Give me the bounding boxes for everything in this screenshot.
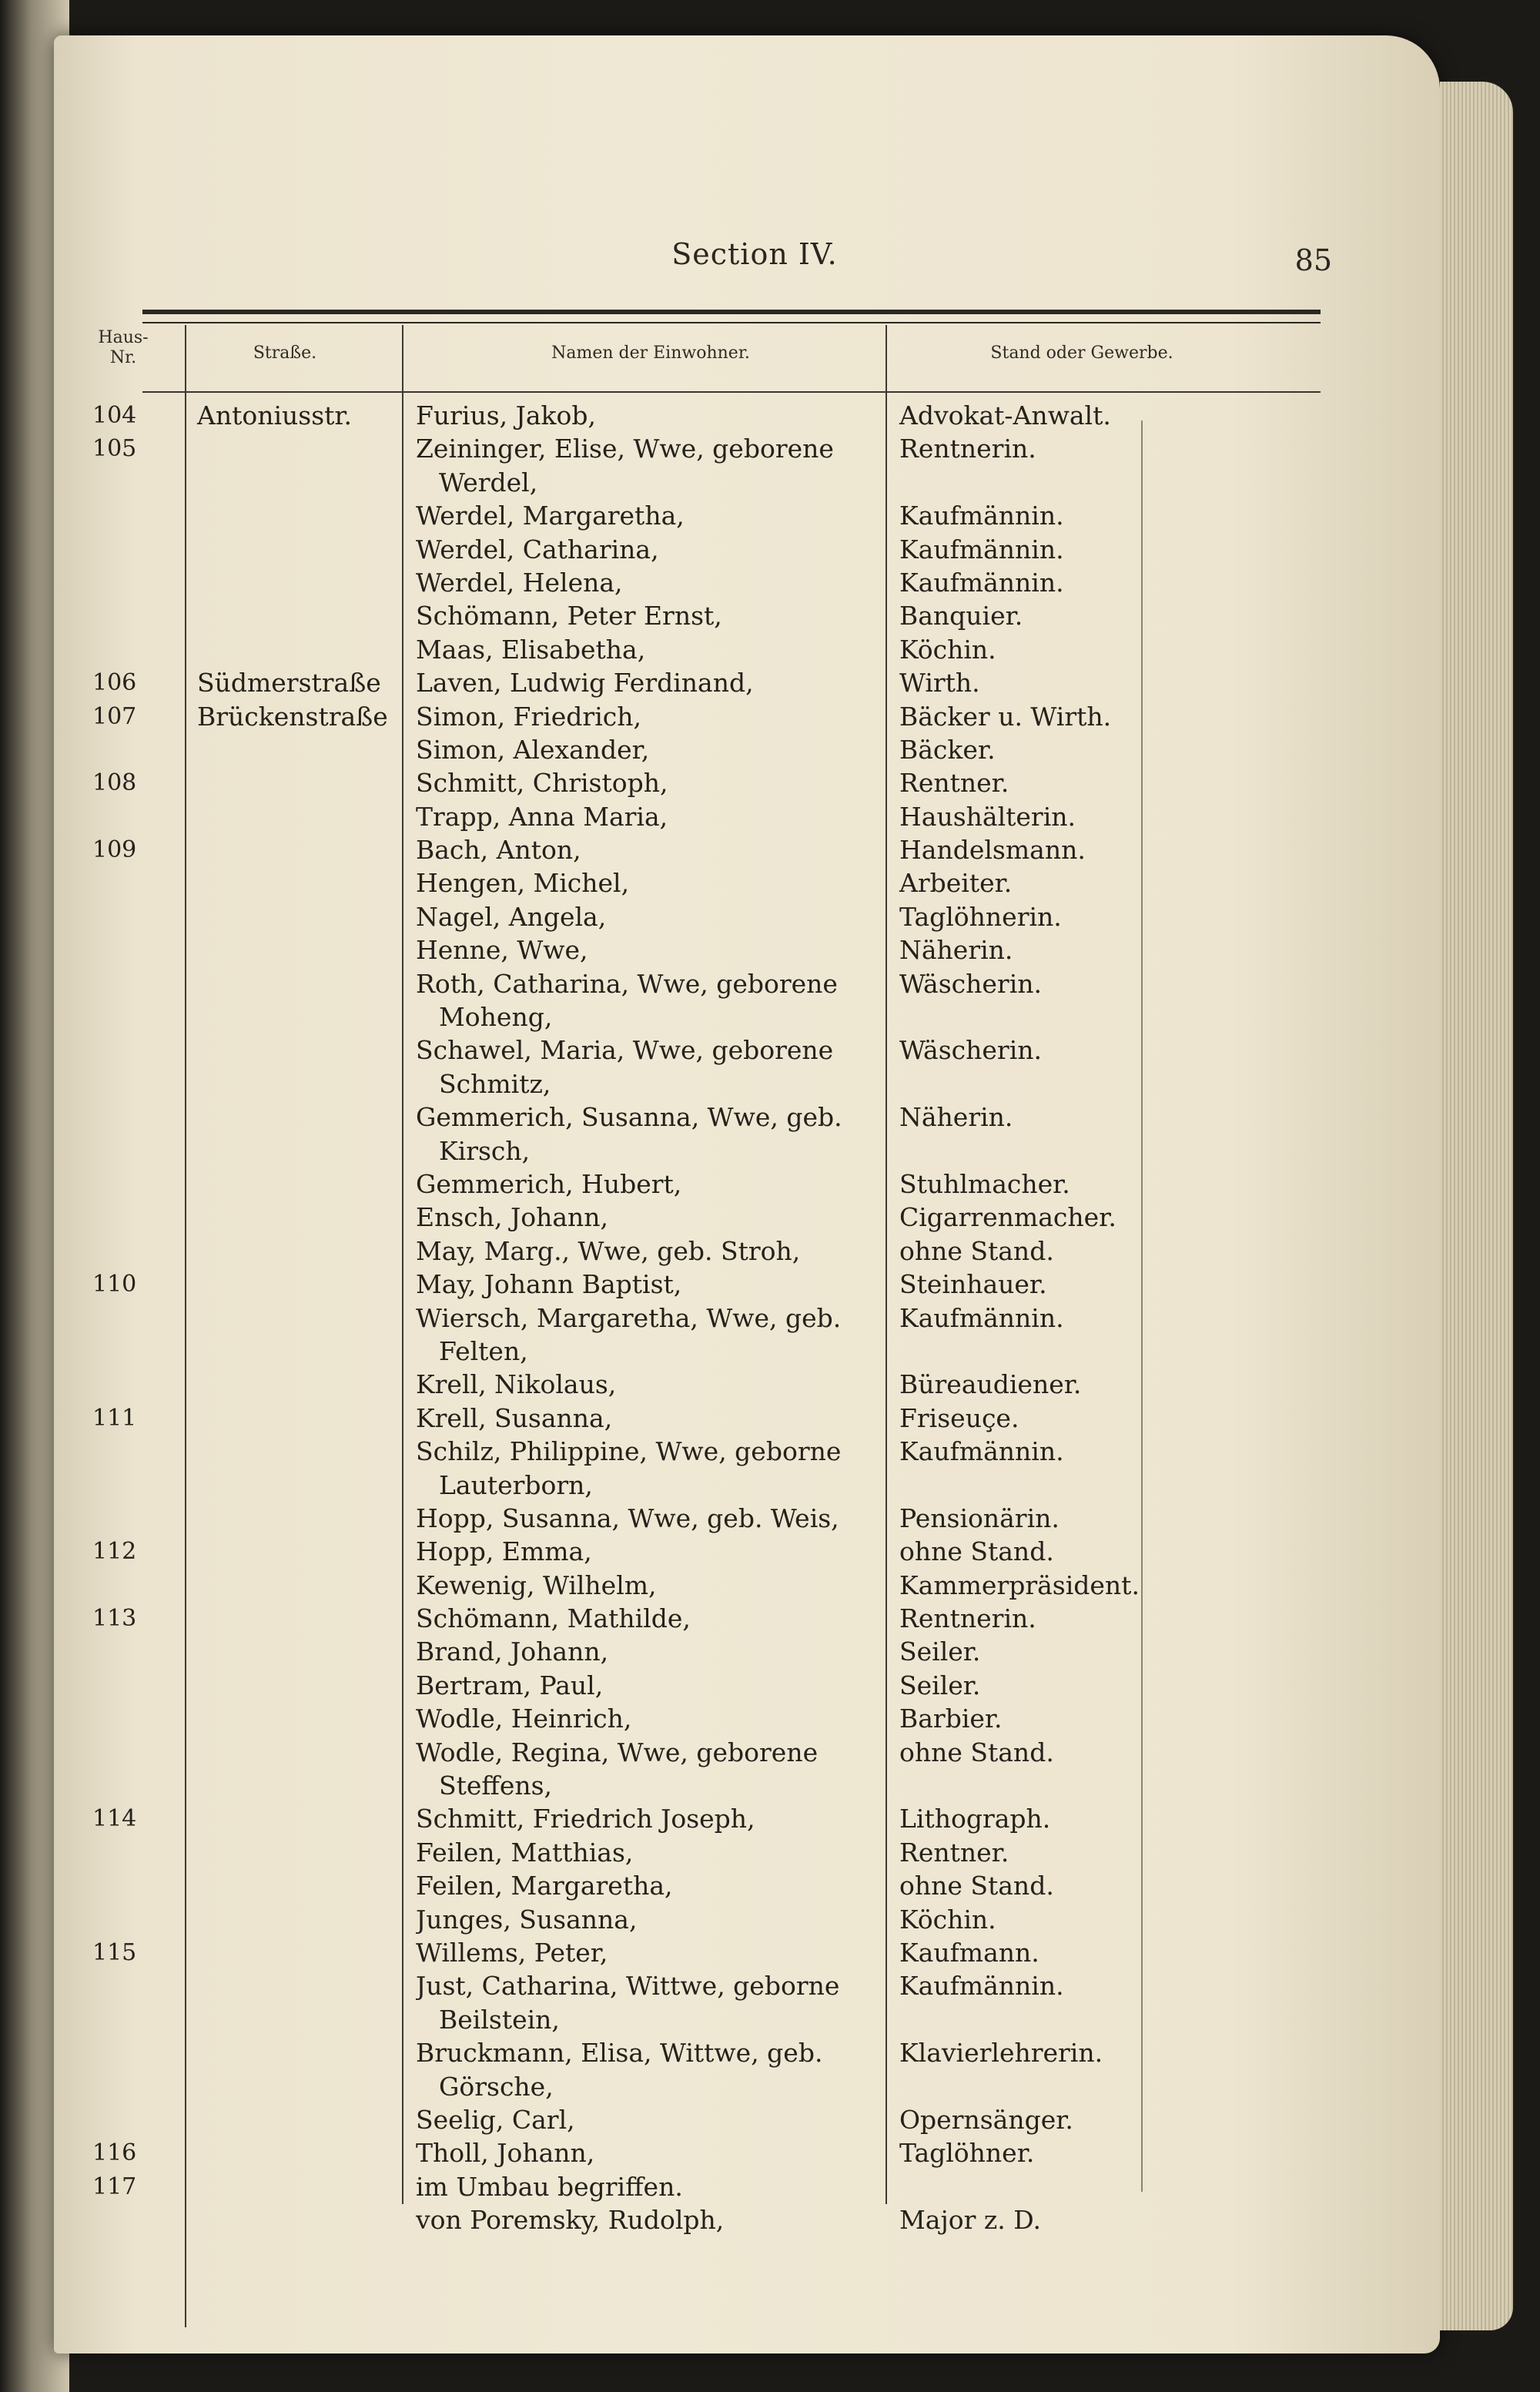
table-row (54, 2036, 1440, 2069)
house-number: 110 (92, 1271, 137, 1298)
column-header-trade: Stand oder Gewerbe. (990, 343, 1173, 363)
occupation: Haushälterin. (899, 801, 1076, 832)
table-row (54, 1402, 1440, 1435)
occupation: Kaufmännin. (899, 1302, 1064, 1333)
resident-name: Ensch, Johann, (416, 1202, 609, 1233)
resident-name: Schmitz, (439, 1068, 551, 1099)
table-row (54, 833, 1440, 866)
table-row (54, 1802, 1440, 1835)
resident-name: Bach, Anton, (416, 835, 581, 866)
occupation: Kaufmännin. (899, 567, 1064, 598)
occupation: Näherin. (899, 935, 1013, 966)
table-row (54, 633, 1440, 666)
occupation: Rentner. (899, 1837, 1009, 1868)
resident-name: Simon, Friedrich, (416, 701, 641, 732)
table-row (54, 2070, 1440, 2103)
house-number: 117 (92, 2173, 137, 2200)
house-number: 106 (92, 669, 137, 697)
resident-name: Görsche, (439, 2071, 554, 2102)
occupation: ohne Stand. (899, 1737, 1054, 1767)
table-row (54, 2136, 1440, 2169)
occupation: Banquier. (899, 601, 1023, 632)
occupation: Advokat-Anwalt. (899, 400, 1111, 430)
table-row (54, 499, 1440, 532)
column-header-rule (142, 391, 1321, 393)
occupation: Pensionärin. (899, 1503, 1060, 1533)
table-row (54, 599, 1440, 632)
table-row (54, 2103, 1440, 2136)
occupation: Barbier. (899, 1704, 1003, 1734)
resident-name: Feilen, Margaretha, (416, 1871, 673, 1901)
table-row (54, 1368, 1440, 1401)
resident-name: May, Marg., Wwe, geb. Stroh, (416, 1235, 801, 1266)
resident-name: Henne, Wwe, (416, 935, 588, 966)
table-row (54, 967, 1440, 1000)
occupation: Lithograph. (899, 1804, 1051, 1834)
occupation: Büreaudiener. (899, 1369, 1082, 1400)
column-header-residents: Namen der Einwohner. (551, 343, 750, 363)
table-row (54, 800, 1440, 833)
occupation: Opernsänger. (899, 2104, 1073, 2135)
resident-name: Simon, Alexander, (416, 734, 650, 765)
table-row (54, 766, 1440, 799)
house-number: 111 (92, 1404, 137, 1432)
occupation: Taglöhner. (899, 2138, 1035, 2169)
resident-name: Schilz, Philippine, Wwe, geborne (416, 1436, 842, 1467)
resident-name: Schömann, Mathilde, (416, 1603, 691, 1634)
occupation: Kaufmann. (899, 1937, 1040, 1968)
resident-name: Hopp, Emma, (416, 1536, 592, 1567)
house-number: 113 (92, 1605, 137, 1633)
occupation: Rentner. (899, 768, 1009, 799)
table-row (54, 666, 1440, 699)
header-rule-thick (142, 310, 1321, 314)
resident-name: Gemmerich, Hubert, (416, 1168, 682, 1199)
occupation: Friseuçe. (899, 1402, 1019, 1433)
page-title: Section IV. (671, 237, 838, 271)
column-header-house-nr: Haus- Nr. (98, 328, 149, 367)
occupation: Kaufmännin. (899, 1971, 1064, 2002)
table-row (54, 1302, 1440, 1335)
resident-name: Feilen, Matthias, (416, 1837, 634, 1868)
table-row (54, 432, 1440, 465)
table-row (54, 533, 1440, 566)
table-row (54, 1903, 1440, 1936)
resident-name: Schawel, Maria, Wwe, geborene (416, 1035, 834, 1066)
occupation: Köchin. (899, 634, 996, 665)
table-row (54, 1969, 1440, 2002)
resident-name: Laven, Ludwig Ferdinand, (416, 668, 754, 699)
table-row (54, 866, 1440, 900)
occupation: Seiler. (899, 1670, 981, 1700)
resident-name: Furius, Jakob, (416, 400, 597, 430)
resident-name: Gemmerich, Susanna, Wwe, geb. (416, 1102, 842, 1133)
table-row (54, 566, 1440, 599)
table-row (54, 1101, 1440, 1134)
resident-name: von Poremsky, Rudolph, (416, 2205, 725, 2236)
occupation: Wäscherin. (899, 968, 1042, 999)
table-row (54, 1602, 1440, 1635)
occupation: Major z. D. (899, 2205, 1041, 2236)
table-row (54, 1669, 1440, 1702)
resident-name: Wodle, Heinrich, (416, 1704, 632, 1734)
occupation: Steinhauer. (899, 1269, 1047, 1300)
resident-name: Kirsch, (439, 1135, 531, 1166)
occupation: ohne Stand. (899, 1235, 1054, 1266)
table-row (54, 933, 1440, 967)
table-row (54, 900, 1440, 933)
resident-name: Tholl, Johann, (416, 2138, 595, 2169)
resident-name: Bruckmann, Elisa, Wittwe, geb. (416, 2038, 823, 2069)
house-number: 107 (92, 702, 137, 730)
table-row (54, 1134, 1440, 1168)
house-number: 104 (92, 402, 137, 429)
table-row (54, 1869, 1440, 1902)
resident-name: Werdel, Helena, (416, 567, 623, 598)
page-edge (1440, 82, 1513, 2330)
street-name: Südmerstraße (197, 668, 381, 699)
table-row (54, 1702, 1440, 1735)
house-number: 112 (92, 1538, 137, 1566)
house-number: 116 (92, 2139, 137, 2167)
table-row (54, 1535, 1440, 1568)
occupation: Kaufmännin. (899, 534, 1064, 564)
occupation: Wirth. (899, 668, 980, 699)
table-row (54, 1569, 1440, 1602)
resident-name: Lauterborn, (439, 1469, 593, 1500)
table-row (54, 1435, 1440, 1468)
resident-table (54, 399, 1440, 2236)
resident-name: Junges, Susanna, (416, 1904, 638, 1935)
resident-name: Zeininger, Elise, Wwe, geborene (416, 434, 834, 464)
resident-name: Felten, (439, 1335, 528, 1366)
occupation: ohne Stand. (899, 1536, 1054, 1567)
table-row (54, 1836, 1440, 1869)
occupation: ohne Stand. (899, 1871, 1054, 1901)
table-row (54, 1736, 1440, 1769)
occupation: Seiler. (899, 1637, 981, 1667)
resident-name: Trapp, Anna Maria, (416, 801, 668, 832)
table-row (54, 1034, 1440, 1067)
occupation: Köchin. (899, 1904, 996, 1935)
occupation: Rentnerin. (899, 1603, 1036, 1634)
resident-name: Wodle, Regina, Wwe, geborene (416, 1737, 819, 1767)
table-row (54, 2203, 1440, 2236)
table-row (54, 700, 1440, 733)
house-number: 105 (92, 435, 137, 463)
page-number: 85 (1294, 243, 1332, 277)
house-number: 108 (92, 769, 137, 797)
resident-name: Just, Catharina, Wittwe, geborne (416, 1971, 840, 2002)
table-row (54, 1067, 1440, 1101)
resident-name: Brand, Johann, (416, 1637, 609, 1667)
occupation: Näherin. (899, 1102, 1013, 1133)
occupation: Kammerpräsident. (899, 1570, 1140, 1600)
occupation: Rentnerin. (899, 434, 1036, 464)
occupation: Bäcker. (899, 734, 996, 765)
resident-name: Kewenig, Wilhelm, (416, 1570, 657, 1600)
resident-name: Werdel, (439, 467, 538, 497)
table-row (54, 1635, 1440, 1668)
resident-name: Hopp, Susanna, Wwe, geb. Weis, (416, 1503, 839, 1533)
table-row (54, 1769, 1440, 1802)
street-name: Antoniusstr. (197, 400, 353, 430)
table-row (54, 2170, 1440, 2203)
resident-name: Steffens, (439, 1771, 553, 1801)
house-number: 115 (92, 1938, 137, 1966)
table-row (54, 1469, 1440, 1502)
resident-name: Schmitt, Christoph, (416, 768, 668, 799)
resident-name: im Umbau begriffen. (416, 2171, 683, 2202)
table-row (54, 2003, 1440, 2036)
occupation: Taglöhnerin. (899, 901, 1062, 932)
resident-name: Hengen, Michel, (416, 868, 630, 899)
table-row (54, 1335, 1440, 1368)
resident-name: May, Johann Baptist, (416, 1269, 682, 1300)
resident-name: Nagel, Angela, (416, 901, 607, 932)
resident-name: Werdel, Catharina, (416, 534, 659, 564)
resident-name: Krell, Nikolaus, (416, 1369, 617, 1400)
occupation: Wäscherin. (899, 1035, 1042, 1066)
resident-name: Wiersch, Margaretha, Wwe, geb. (416, 1302, 842, 1333)
table-row (54, 1235, 1440, 1268)
house-number: 109 (92, 836, 137, 864)
occupation: Arbeiter. (899, 868, 1013, 899)
occupation: Cigarrenmacher. (899, 1202, 1116, 1233)
table-row (54, 733, 1440, 766)
occupation: Stuhlmacher. (899, 1168, 1070, 1199)
table-row (54, 1268, 1440, 1301)
book-page (54, 35, 1440, 2353)
resident-name: Seelig, Carl, (416, 2104, 575, 2135)
table-row (54, 1502, 1440, 1535)
resident-name: Maas, Elisabetha, (416, 634, 646, 665)
table-row (54, 1000, 1440, 1034)
resident-name: Moheng, (439, 1002, 553, 1033)
occupation: Kaufmännin. (899, 1436, 1064, 1467)
occupation: Handelsmann. (899, 835, 1086, 866)
table-row (54, 466, 1440, 499)
resident-name: Bertram, Paul, (416, 1670, 604, 1700)
resident-name: Roth, Catharina, Wwe, geborene (416, 968, 838, 999)
occupation: Kaufmännin. (899, 501, 1064, 531)
resident-name: Willems, Peter, (416, 1937, 608, 1968)
column-header-street: Straße. (253, 343, 317, 363)
resident-name: Krell, Susanna, (416, 1402, 613, 1433)
resident-name: Schömann, Peter Ernst, (416, 601, 722, 632)
resident-name: Beilstein, (439, 2004, 560, 2035)
street-name: Brückenstraße (197, 701, 388, 732)
resident-name: Werdel, Margaretha, (416, 501, 685, 531)
resident-name: Schmitt, Friedrich Joseph, (416, 1804, 755, 1834)
table-row (54, 399, 1440, 432)
table-row (54, 1201, 1440, 1234)
table-row (54, 1936, 1440, 1969)
table-row (54, 1168, 1440, 1201)
header-rule-thin (142, 322, 1321, 323)
house-number: 114 (92, 1805, 137, 1833)
occupation: Klavierlehrerin. (899, 2038, 1103, 2069)
occupation: Bäcker u. Wirth. (899, 701, 1112, 732)
